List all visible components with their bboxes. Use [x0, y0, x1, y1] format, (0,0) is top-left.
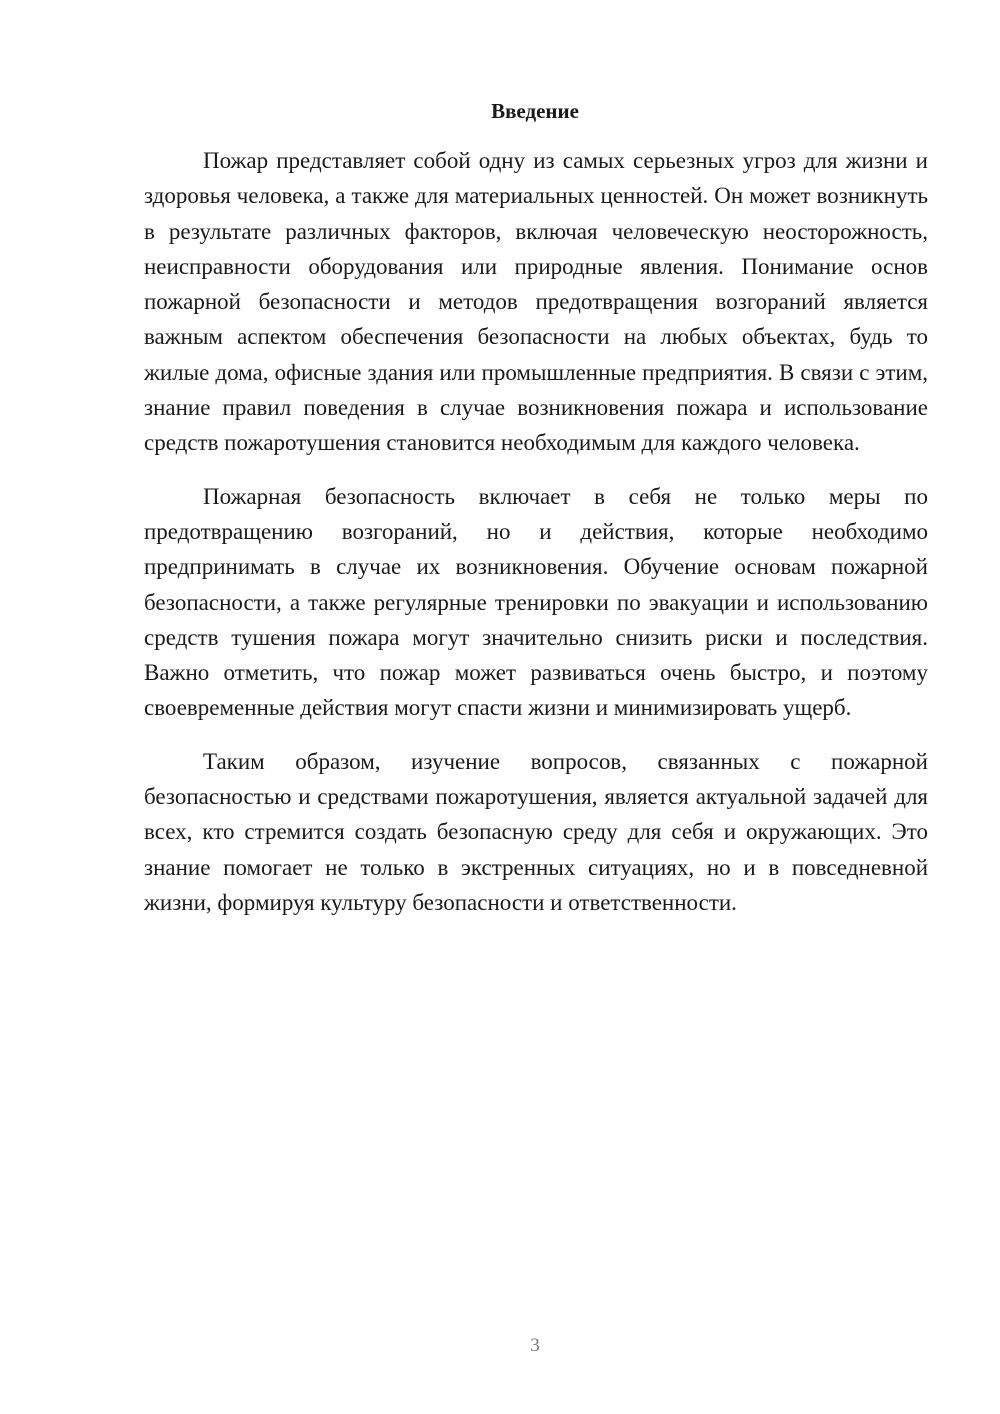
- paragraph-1: Пожар представляет собой одну из самых серьезных угроз для жизни и здоровья человека, а также для материальных ценностей. Он может возникнуть в результате различных факторов, включая человеческую неосторожность, неисправности оборудования или природные явления. Понимание основ пожарной безопасности и методов предотвращения возгораний является важным аспектом обеспечения безопасности на любых объектах, будь то жилые дома, офисные здания или промышленные предприятия. В связи с этим, знание правил поведения в случае возникновения пожара и использование средств пожаротушения становится необходимым для каждого человека.: [144, 148, 928, 456]
- paragraph-2: Пожарная безопасность включает в себя не только меры по предотвращению возгораний, но и действия, которые необходимо предпринимать в случае их возникновения. Обучение основам пожарной безопасности, а также регулярные тренировки по эвакуации и использованию средств тушения пожара могут значительно снизить риски и последствия. Важно отметить, что пожар может развиваться очень быстро, и поэтому своевременные действия могут спасти жизни и минимизировать ущерб.: [144, 483, 928, 721]
- section-heading: Введение: [491, 99, 579, 123]
- page-number: 3: [530, 1335, 540, 1356]
- body-text: [144, 143, 928, 920]
- paragraph-3: Таким образом, изучение вопросов, связанных с пожарной безопасностью и средствами пожаротушения, является актуальной задачей для всех, кто стремится создать безопасную среду для себя и окружающих. Это знание помогает не только в экстренных ситуациях, но и в повседневной жизни, формируя культуру безопасности и ответственности.: [144, 748, 928, 915]
